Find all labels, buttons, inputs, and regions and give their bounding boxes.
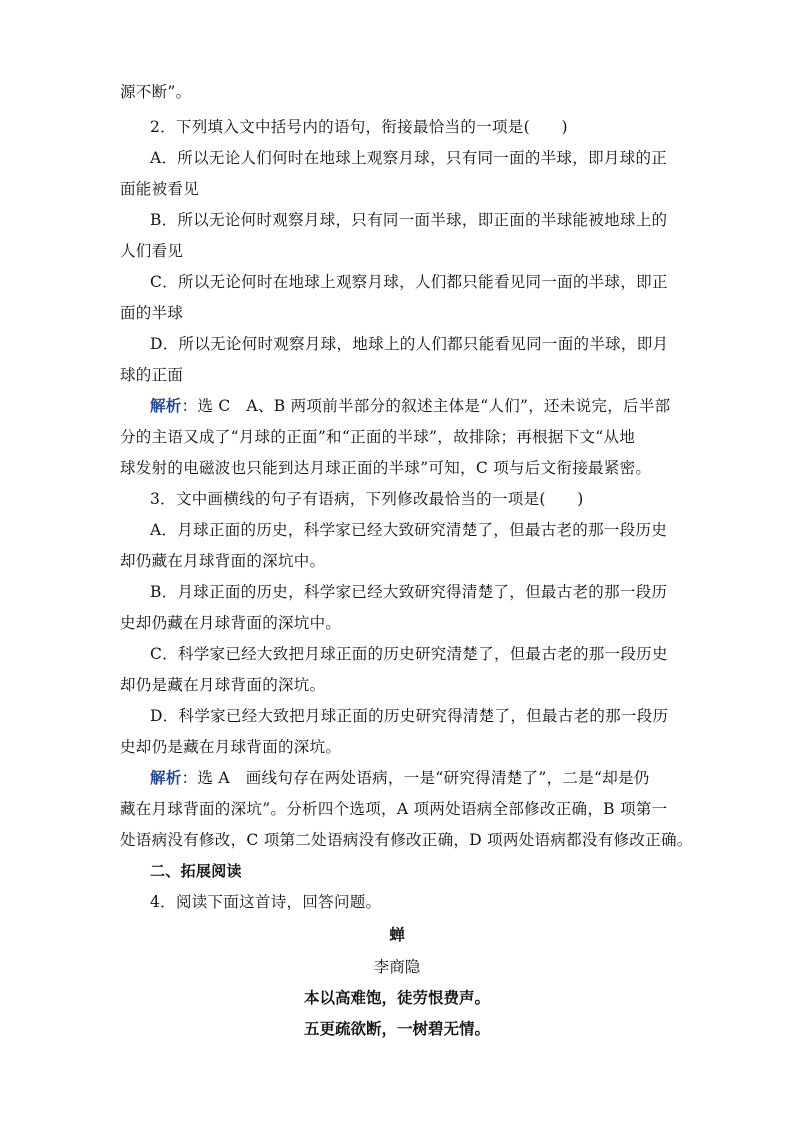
option-d-cont: 史却仍是藏在月球背面的深坑。 bbox=[120, 738, 342, 756]
analysis-3 bbox=[150, 768, 650, 788]
option-b-cont: 史却仍藏在月球背面的深坑中。 bbox=[120, 614, 342, 632]
analysis-text: ：选 A 画线句存在两处语病，一是“研究得清楚了”，二是“却是仍 bbox=[181, 769, 650, 787]
analysis-2-cont: 分的主语又成了“月球的正面”和“正面的半球”，故排除；再根据下文“从地 bbox=[120, 428, 636, 446]
poem-line: 五更疏欲断，一树碧无情。 bbox=[303, 1020, 490, 1038]
option-d-cont: 球的正面 bbox=[120, 366, 184, 384]
analysis-label: 解析 bbox=[150, 769, 182, 787]
option-b-cont: 人们看见 bbox=[120, 242, 184, 260]
question-3-stem: 3．文中画横线的句子有语病，下列修改最恰当的一项是( ) bbox=[150, 490, 584, 508]
section-heading: 二、拓展阅读 bbox=[150, 862, 242, 880]
option-d: D．所以无论何时观察月球，地球上的人们都只能看见同一面的半球，即月 bbox=[150, 335, 669, 353]
option-b: B．月球正面的历史，科学家已经大致研究得清楚了，但最古老的那一段历 bbox=[150, 583, 668, 601]
option-b: B．所以无论何时观察月球，只有同一面半球，即正面的半球能被地球上的 bbox=[150, 211, 668, 229]
analysis-2-cont: 球发射的电磁波也只能到达月球正面的半球”可知，C 项与后文衔接最紧密。 bbox=[120, 459, 652, 477]
poem-line: 本以高难饱，徒劳恨费声。 bbox=[303, 989, 490, 1007]
option-a-cont: 却仍藏在月球背面的深坑中。 bbox=[120, 552, 326, 570]
poem-author: 李商隐 bbox=[373, 958, 421, 976]
option-a: A．所以无论人们何时在地球上观察月球，只有同一面的半球，即月球的正 bbox=[150, 149, 668, 167]
option-a: A．月球正面的历史，科学家已经大致研究清楚了，但最古老的那一段历史 bbox=[150, 521, 668, 539]
analysis-3-cont: 处语病没有修改，C 项第二处语病没有修改正确，D 项两处语病都没有修改正确。 bbox=[120, 831, 693, 849]
option-c: C．所以无论何时在地球上观察月球，人们都只能看见同一面的半球，即正 bbox=[150, 273, 668, 291]
question-2-stem: 2．下列填入文中括号内的语句，衔接最恰当的一项是( ) bbox=[150, 118, 568, 136]
option-d: D．科学家已经大致把月球正面的历史研究得清楚了，但最古老的那一段历 bbox=[150, 707, 669, 725]
analysis-3-cont: 藏在月球背面的深坑”。分析四个选项，A 项两处语病全部修改正确，B 项第一 bbox=[120, 800, 668, 818]
option-c-cont: 面的半球 bbox=[120, 304, 184, 322]
option-a-cont: 面能被看见 bbox=[120, 180, 200, 198]
option-c-cont: 却仍是藏在月球背面的深坑。 bbox=[120, 676, 326, 694]
analysis-text: ：选 C A、B 两项前半部分的叙述主体是“人们”，还未说完，后半部 bbox=[181, 397, 671, 415]
analysis-2 bbox=[150, 396, 670, 416]
text-line: 源不断”。 bbox=[120, 83, 192, 101]
option-c: C．科学家已经大致把月球正面的历史研究清楚了，但最古老的那一段历史 bbox=[150, 645, 668, 663]
question-4-stem: 4．阅读下面这首诗，回答问题。 bbox=[150, 893, 382, 911]
poem-title: 蝉 bbox=[389, 926, 405, 944]
analysis-label: 解析 bbox=[150, 397, 182, 415]
